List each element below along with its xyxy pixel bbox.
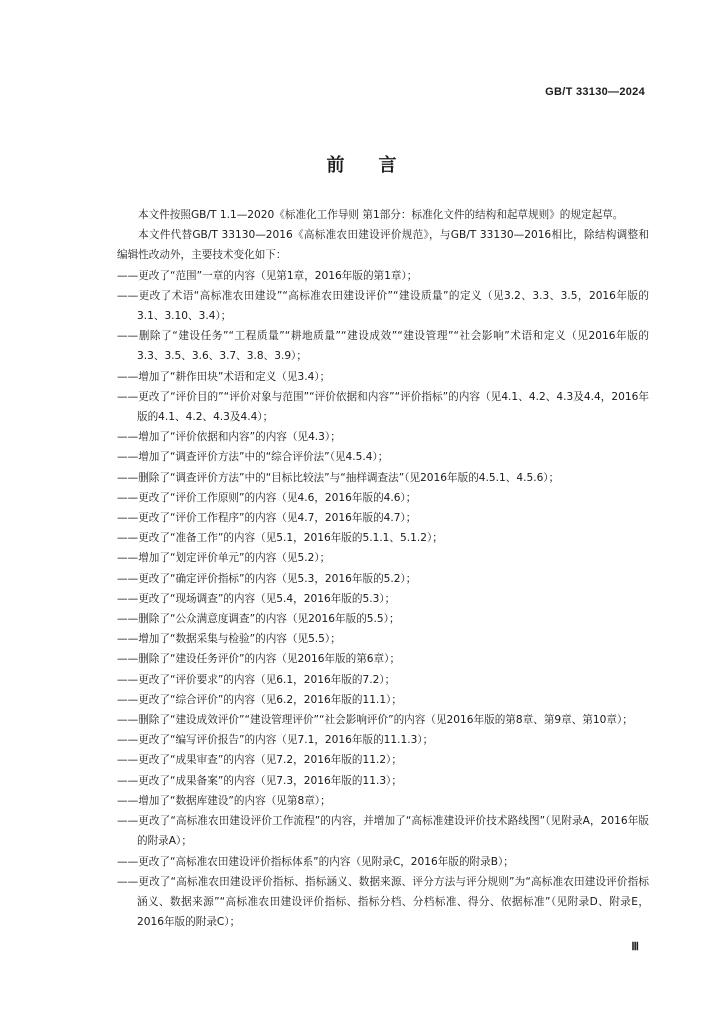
change-item: ——更改了“编写评价报告”的内容（见7.1，2016年版的11.1.3）； [117,734,434,747]
change-item: ——更改了“成果备案”的内容（见7.3，2016年版的11.3）； [117,774,402,787]
intro-paragraph: 本文件按照GB/T 1.1—2020《标准化工作导则 第1部分：标准化文件的结构和起草规则》的规定起草。 [138,209,624,221]
change-item: ——更改了“现场调查”的内容（见5.4，2016年版的5.3）； [117,592,396,605]
change-item: ——更改了“高标准农田建设评价指标、指标涵义、数据来源、评分方法与评分规则”为“高标准农田建设评价指标涵义、数据来源”“高标准农田建设评价指标、指标分档、分档标准、得分、依据标准”（见附录D、附录E，2016年版的附录C）； [117,875,649,929]
change-item: ——更改了“评价工作程序”的内容（见4.7，2016年版的4.7）； [117,512,417,525]
change-item: ——增加了“数据采集与检验”的内容（见5.5）； [117,633,341,646]
change-item: ——更改了“评价要求”的内容（见6.1，2016年版的7.2）； [117,673,396,686]
change-item: ——增加了“评价依据和内容”的内容（见4.3）； [117,431,341,444]
change-list [117,266,649,933]
change-item: ——更改了“综合评价”的内容（见6.2，2016年版的11.1）； [117,693,402,706]
change-item: ——更改了“范围”一章的内容（见第1章，2016年版的第1章）； [117,269,418,282]
change-item: ——更改了“高标准农田建设评价工作流程”的内容，并增加了“高标准建设评价技术路线图”（见附录A，2016年版的附录A）； [117,815,649,848]
change-item: ——删除了“公众满意度调查”的内容（见2016年版的5.5）； [117,613,400,626]
foreword-body [117,205,649,932]
change-item: ——更改了“评价目的”“评价对象与范围”“评价依据和内容”“评价指标”的内容（见4.1、4.2、4.3及4.4，2016年版的4.1、4.2、4.3及4.4）； [117,390,649,424]
page-title [0,151,723,177]
change-item: ——删除了“建设任务”“工程质量”“耕地质量”“建设成效”“建设管理”“社会影响”术语和定义（见2016年版的3.3、3.5、3.6、3.7、3.8、3.9）； [117,330,649,363]
change-item: ——更改了“评价工作原则”的内容（见4.6，2016年版的4.6）； [117,491,417,504]
change-item: ——更改了“准备工作”的内容（见5.1，2016年版的5.1.1、5.1.2）； [117,532,443,545]
change-item: ——增加了“耕作田块”术语和定义（见3.4）； [117,370,331,383]
change-item: ——更改了术语“高标准农田建设”“高标准农田建设评价”“建设质量”的定义（见3.2、3.3、3.5，2016年版的3.1、3.10、3.4）； [117,289,649,323]
title-char-1: 前 [326,155,345,176]
change-item: ——更改了“确定评价指标”的内容（见5.3，2016年版的5.2）； [117,572,417,585]
change-item: ——删除了“建设任务评价”的内容（见2016年版的第6章）； [117,653,401,666]
standard-code: GB/T 33130—2024 [545,86,645,98]
intro-paragraph: 本文件代替GB/T 33130—2016《高标准农田建设评价规范》，与GB/T 33130—2016相比，除结构调整和编辑性改动外，主要技术变化如下： [117,229,649,262]
title-char-2: 言 [378,155,397,176]
change-item: ——增加了“划定评价单元”的内容（见5.2）； [117,552,331,565]
change-item: ——更改了“成果审查”的内容（见7.2，2016年版的11.2）； [117,754,402,767]
change-item: ——删除了“建设成效评价”“建设管理评价”“社会影响评价”的内容（见2016年版的第8章、第9章、第10章）； [117,714,633,727]
change-item: ——增加了“调查评价方法”中的“综合评价法”（见4.5.4）； [117,451,389,464]
page-number: Ⅲ [631,941,639,953]
change-item: ——删除了“调查评价方法”中的“目标比较法”与“抽样调查法”（见2016年版的4.5.1、4.5.6）； [117,471,560,484]
change-item: ——增加了“数据库建设”的内容（见第8章）； [117,794,331,807]
change-item: ——更改了“高标准农田建设评价指标体系”的内容（见附录C，2016年版的附录B）； [117,855,514,868]
